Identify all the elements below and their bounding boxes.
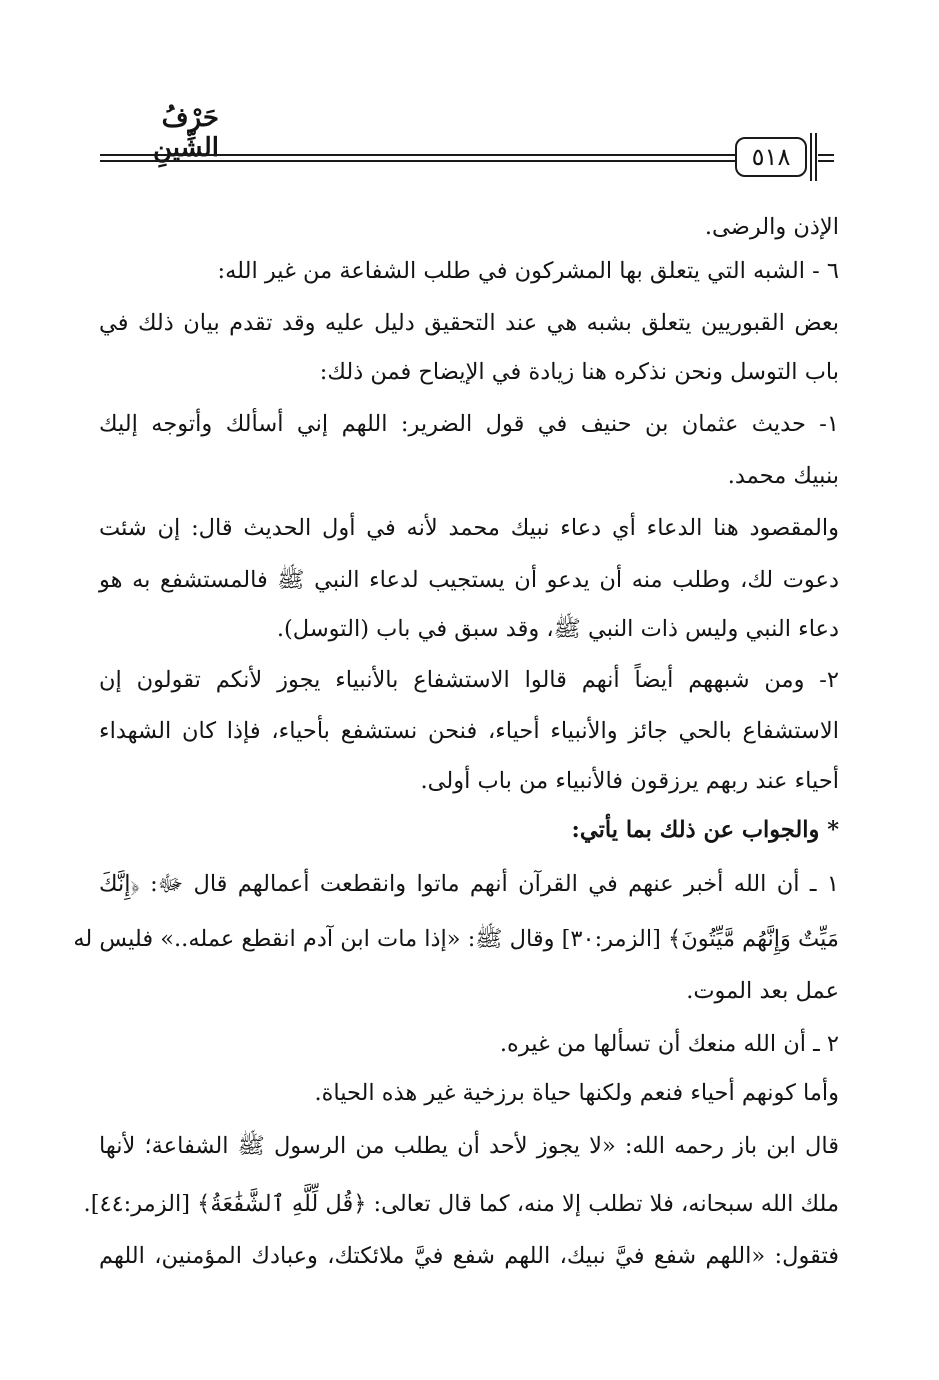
header-dash-ornament [818, 160, 834, 162]
header-bar-ornament [810, 133, 812, 181]
text-line: قال ابن باز رحمه الله: «لا يجوز لأحد أن يطلب من الرسول ﷺ الشفاعة؛ لأنها [99, 1133, 839, 1159]
chapter-title: حَرْفُ الشِّينِ [153, 103, 219, 163]
text-line: أحياء عند ربهم يرزقون فالأنبياء من باب أولى. [420, 768, 839, 794]
header-rule-bottom [100, 160, 736, 162]
text-line: ملك الله سبحانه، فلا تطلب إلا منه، كما قال تعالى: ﴿قُل لِّلَّهِ ٱلشَّفَٰعَةُ﴾ [الزمر:٤٤]. [83, 1191, 839, 1217]
header-rule-top [100, 154, 736, 156]
text-line: ٢- ومن شبههم أيضاً أنهم قالوا الاستشفاع بالأنبياء يجوز لأنكم تقولون إن [99, 667, 839, 693]
text-line: مَيِّتٌ وَإِنَّهُم مَّيِّتُونَ﴾ [الزمر:٣٠] وقال ﷺ: «إذا مات ابن آدم انقطع عمله..» فليس له [73, 926, 839, 952]
text-line: وأما كونهم أحياء فنعم ولكنها حياة برزخية غير هذه الحياة. [314, 1080, 839, 1106]
text-line: ٢ ـ أن الله منعك أن تسألها من غيره. [499, 1031, 839, 1057]
text-line: الإذن والرضى. [704, 214, 839, 240]
text-line: ١ ـ أن الله أخبر عنهم في القرآن أنهم ماتوا وانقطعت أعمالهم قال ﷻ: ﴿إِنَّكَ [99, 871, 839, 897]
page-number: ٥١٨ [735, 137, 807, 177]
text-line: الاستشفاع بالحي جائز والأنبياء أحياء، فنحن نستشفع بأحياء، فإذا كان الشهداء [99, 718, 839, 744]
text-line: عمل بعد الموت. [686, 978, 839, 1004]
answer-heading: * والجواب عن ذلك بما يأتي: [571, 817, 839, 843]
text-line: باب التوسل ونحن نذكره هنا زيادة في الإيضاح فمن ذلك: [319, 359, 839, 385]
text-line: فتقول: «اللهم شفع فيَّ نبيك، اللهم شفع فيَّ ملائكتك، وعبادك المؤمنين، اللهم [99, 1243, 839, 1269]
text-line: ٦ - الشبه التي يتعلق بها المشركون في طلب الشفاعة من غير الله: [217, 258, 839, 284]
text-line: بنبيك محمد. [727, 463, 839, 489]
text-line: دعوت لك، وطلب منه أن يدعو أن يستجيب لدعاء النبي ﷺ فالمستشفع به هو [99, 567, 839, 593]
text-line: دعاء النبي وليس ذات النبي ﷺ، وقد سبق في باب (التوسل). [276, 616, 839, 642]
text-line: بعض القبوريين يتعلق بشبه هي عند التحقيق دليل عليه وقد تقدم بيان ذلك في [99, 310, 839, 336]
text-line: والمقصود هنا الدعاء أي دعاء نبيك محمد لأنه في أول الحديث قال: إن شئت [99, 515, 839, 541]
header-dash-ornament [818, 154, 834, 156]
text-line: ١- حديث عثمان بن حنيف في قول الضرير: اللهم إني أسألك وأتوجه إليك [99, 411, 839, 437]
header-bar-ornament [815, 133, 817, 181]
